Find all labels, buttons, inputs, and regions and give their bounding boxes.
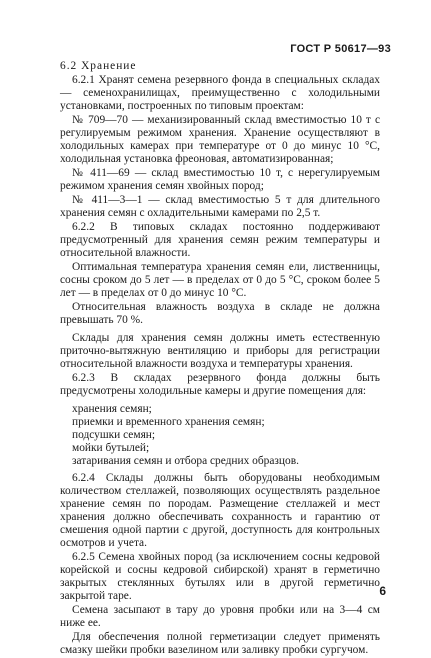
paragraph: № 411—3—1 — склад вместимостью 5 т для длительного хранения семян с охладительными камерами по 2,5 т. bbox=[60, 194, 380, 219]
list-item: подсушки семян; bbox=[72, 429, 156, 441]
paragraph: 6.2.1 Хранят семена резервного фонда в специальных складах — семенохранилищах, преимущественно с холодильными установками, построенных по типовым проектам: bbox=[60, 74, 380, 112]
paragraph: 6.2.2 В типовых складах постоянно поддерживают предусмотренный для хранения семян режим температуры и относительной влажности. bbox=[60, 221, 380, 259]
paragraph: 6.2.3 В складах резервного фонда должны быть предусмотрены холодильные камеры и другие помещения для: bbox=[60, 372, 380, 397]
list-item: приемки и временного хранения семян; bbox=[72, 416, 265, 428]
page-number: 6 bbox=[379, 584, 386, 598]
paragraph: Для обеспечения полной герметизации следует применять смазку шейки пробки вазелином или заливку пробки сургучом. bbox=[60, 631, 380, 656]
paragraph: № 411—69 — склад вместимостью 10 т, с нерегулируемым режимом хранения семян хвойных пород; bbox=[60, 167, 380, 192]
document-header: ГОСТ Р 50617—93 bbox=[290, 43, 391, 55]
paragraph: Семена засыпают в тару до уровня пробки или на 3—4 см ниже ее. bbox=[60, 604, 380, 629]
paragraph: Относительная влажность воздуха в складе не должна превышать 70 %. bbox=[60, 301, 380, 326]
document-body bbox=[60, 60, 380, 658]
section-title: 6.2 Хранение bbox=[60, 60, 137, 72]
paragraph: № 709—70 — механизированный склад вместимостью 10 т с регулируемым режимом хранения. Хранение осуществляют в холодильных камерах при температуре от 0 до минус 10 °С, холодильная установка фреоновая, автоматизированная; bbox=[60, 114, 380, 165]
paragraph: Оптимальная температура хранения семян ели, лиственницы, сосны сроком до 5 лет — в пределах от 0 до 5 °С, сроком более 5 лет — в пределах от 0 до минус 10 °С. bbox=[60, 261, 380, 299]
paragraph: 6.2.4 Склады должны быть оборудованы необходимым количеством стеллажей, позволяющих осуществлять раздельное хранение семян по породам. Размещение стеллажей и мест хранения должно обеспечивать сохранность и гарантию от смешения одной партии с другой, доступность для контрольных осмотров и учета. bbox=[60, 472, 380, 549]
paragraph: 6.2.5 Семена хвойных пород (за исключением сосны кедровой корейской и сосны кедровой сибирской) хранят в герметично закрытых стеклянных бутылях или в другой герметично закрытой таре. bbox=[60, 551, 380, 602]
list-item: затаривания семян и отбора средних образцов. bbox=[72, 455, 299, 467]
paragraph: Склады для хранения семян должны иметь естественную приточно-вытяжную вентиляцию и приборы для регистрации относительной влажности воздуха и температуры хранения. bbox=[60, 332, 380, 370]
list-item: мойки бутылей; bbox=[72, 442, 150, 454]
list-item: хранения семян; bbox=[72, 403, 152, 415]
